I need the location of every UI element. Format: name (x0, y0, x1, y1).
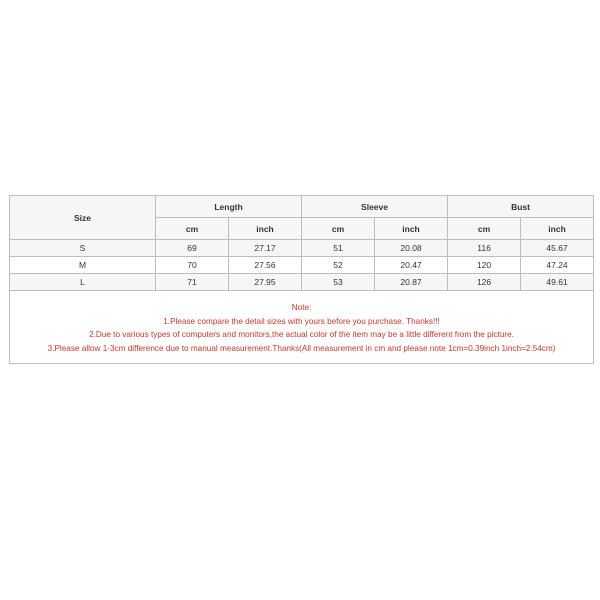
bust-inch-header: inch (521, 218, 594, 240)
size-header-cell: Size (10, 196, 156, 240)
length-cm-value: 71 (156, 274, 229, 291)
bust-inch-value: 49.61 (521, 274, 594, 291)
note-line-1: 1.Please compare the detail sizes with yours before you purchase. Thanks!!! (163, 316, 440, 326)
notes-row (10, 291, 594, 364)
length-inch-header: inch (229, 218, 302, 240)
length-inch-value: 27.17 (229, 240, 302, 257)
size-label: S (10, 240, 156, 257)
table-group-header-row (10, 196, 594, 218)
sleeve-cm-header: cm (302, 218, 375, 240)
sleeve-cm-value: 51 (302, 240, 375, 257)
size-label: M (10, 257, 156, 274)
bust-cm-value: 126 (448, 274, 521, 291)
bust-cm-value: 120 (448, 257, 521, 274)
note-line-2: 2.Due to various types of computers and monitors,the actual color of the item may be a little different from the picture. (89, 330, 514, 339)
length-cm-header: cm (156, 218, 229, 240)
bust-cm-header: cm (448, 218, 521, 240)
sleeve-cm-value: 53 (302, 274, 375, 291)
notes-cell (10, 291, 594, 364)
length-inch-value: 27.95 (229, 274, 302, 291)
length-inch-value: 27.56 (229, 257, 302, 274)
length-cm-value: 69 (156, 240, 229, 257)
sleeve-inch-value: 20.47 (375, 257, 448, 274)
size-label: L (10, 274, 156, 291)
bust-inch-value: 45.67 (521, 240, 594, 257)
sleeve-inch-value: 20.87 (375, 274, 448, 291)
sleeve-cm-value: 52 (302, 257, 375, 274)
length-header: Length (156, 196, 302, 218)
note-line-3: 3.Please allow 1-3cm difference due to manual measurement.Thanks(All measurement in cm and please note 1cm=0.39inch 1inch=2.54cm) (47, 343, 556, 353)
length-cm-value: 70 (156, 257, 229, 274)
size-chart-table (9, 195, 594, 364)
table-row (10, 257, 594, 274)
sleeve-inch-value: 20.08 (375, 240, 448, 257)
sleeve-header: Sleeve (302, 196, 448, 218)
bust-header: Bust (448, 196, 594, 218)
note-title: Note: (291, 303, 312, 312)
sleeve-inch-header: inch (375, 218, 448, 240)
table-row (10, 274, 594, 291)
bust-cm-value: 116 (448, 240, 521, 257)
table-row (10, 240, 594, 257)
bust-inch-value: 47.24 (521, 257, 594, 274)
